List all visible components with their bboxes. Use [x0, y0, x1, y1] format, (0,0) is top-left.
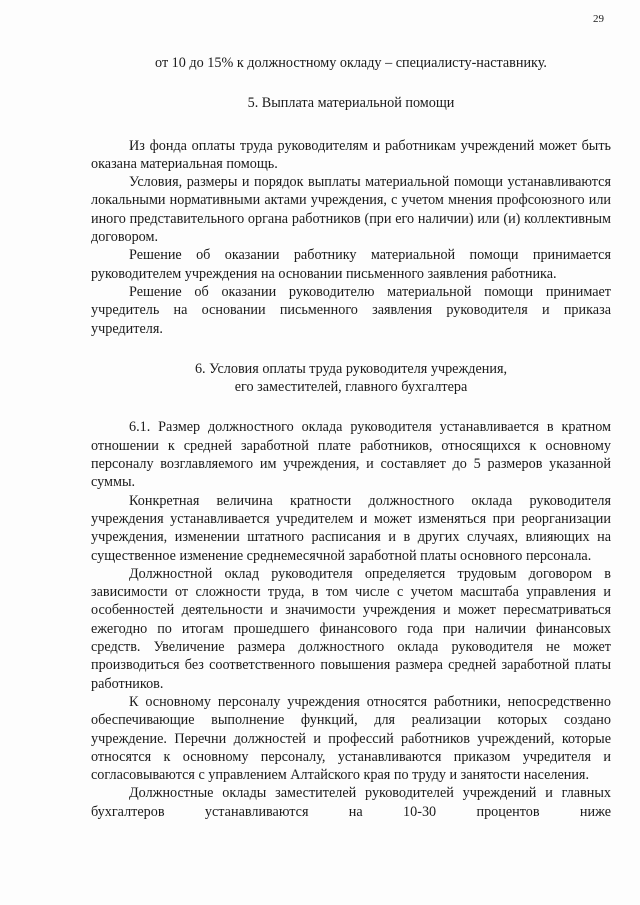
section-5-paragraph: Условия, размеры и порядок выплаты материальной помощи устанавливаются локальными нормативными актами учреждения, с учетом мнения профсоюзного или иного представительного органа работников (при его наличии) или (и) коллективным договором. [91, 174, 611, 246]
section-5-heading: 5. Выплата материальной помощи [247, 95, 455, 112]
section-6-heading [91, 360, 611, 397]
page-number: 29 [593, 13, 604, 25]
section-5-paragraph: Из фонда оплаты труда руководителям и работникам учреждений может быть оказана материальная помощь. [91, 137, 611, 172]
section-6-paragraph: К основному персоналу учреждения относятся работники, непосредственно обеспечивающие выполнение функций, для реализации которых создано учреждение. Перечни должностей и профессий работников учреждений, которые относятся к основному персоналу, устанавливаются приказом учредителя и согласовываются с управлением Алтайского края по труду и занятости населения. [91, 693, 611, 784]
document-body [91, 54, 611, 821]
section-6-heading-line-1: 6. Условия оплаты труда руководителя учреждения, [194, 360, 508, 377]
section-6-paragraph: Конкретная величина кратности должностного оклада руководителя учреждения устанавливается учредителем и может изменяться при реорганизации учреждения, изменении штатного расписания и в других случаях, влияющих на существенное изменение среднемесячной заработной платы основного персонала. [91, 492, 611, 564]
continued-line: от 10 до 15% к должностному окладу – специалисту-наставнику. [155, 55, 547, 71]
section-5-paragraph: Решение об оказании работнику материальной помощи принимается руководителем учреждения на основании письменного заявления работника. [91, 247, 611, 282]
section-5-paragraph: Решение об оказании руководителю материальной помощи принимает учредитель на основании письменного заявления руководителя и приказа учредителя. [91, 283, 611, 337]
section-6-paragraph: Должностные оклады заместителей руководителей учреждений и главных бухгалтеров устанавливаются на 10-30 процентов ниже [91, 785, 611, 820]
section-6-paragraph: Должностной оклад руководителя определяется трудовым договором в зависимости от сложности труда, в том числе с учетом масштаба управления и особенностей деятельности и значимости учреждения и может пересматриваться ежегодно по итогам прошедшего финансового года при наличии финансовых средств. Увеличение размера должностного оклада руководителя не может производиться без соответственного повышения размера средней заработной платы работников. [91, 565, 611, 692]
section-6-paragraph: 6.1. Размер должностного оклада руководителя устанавливается в кратном отношении к средней заработной плате работников, относящихся к основному персоналу возглавляемого им учреждения, и составляет до 5 размеров указанной суммы. [91, 419, 611, 491]
section-6-heading-line-2: его заместителей, главного бухгалтера [234, 379, 468, 396]
